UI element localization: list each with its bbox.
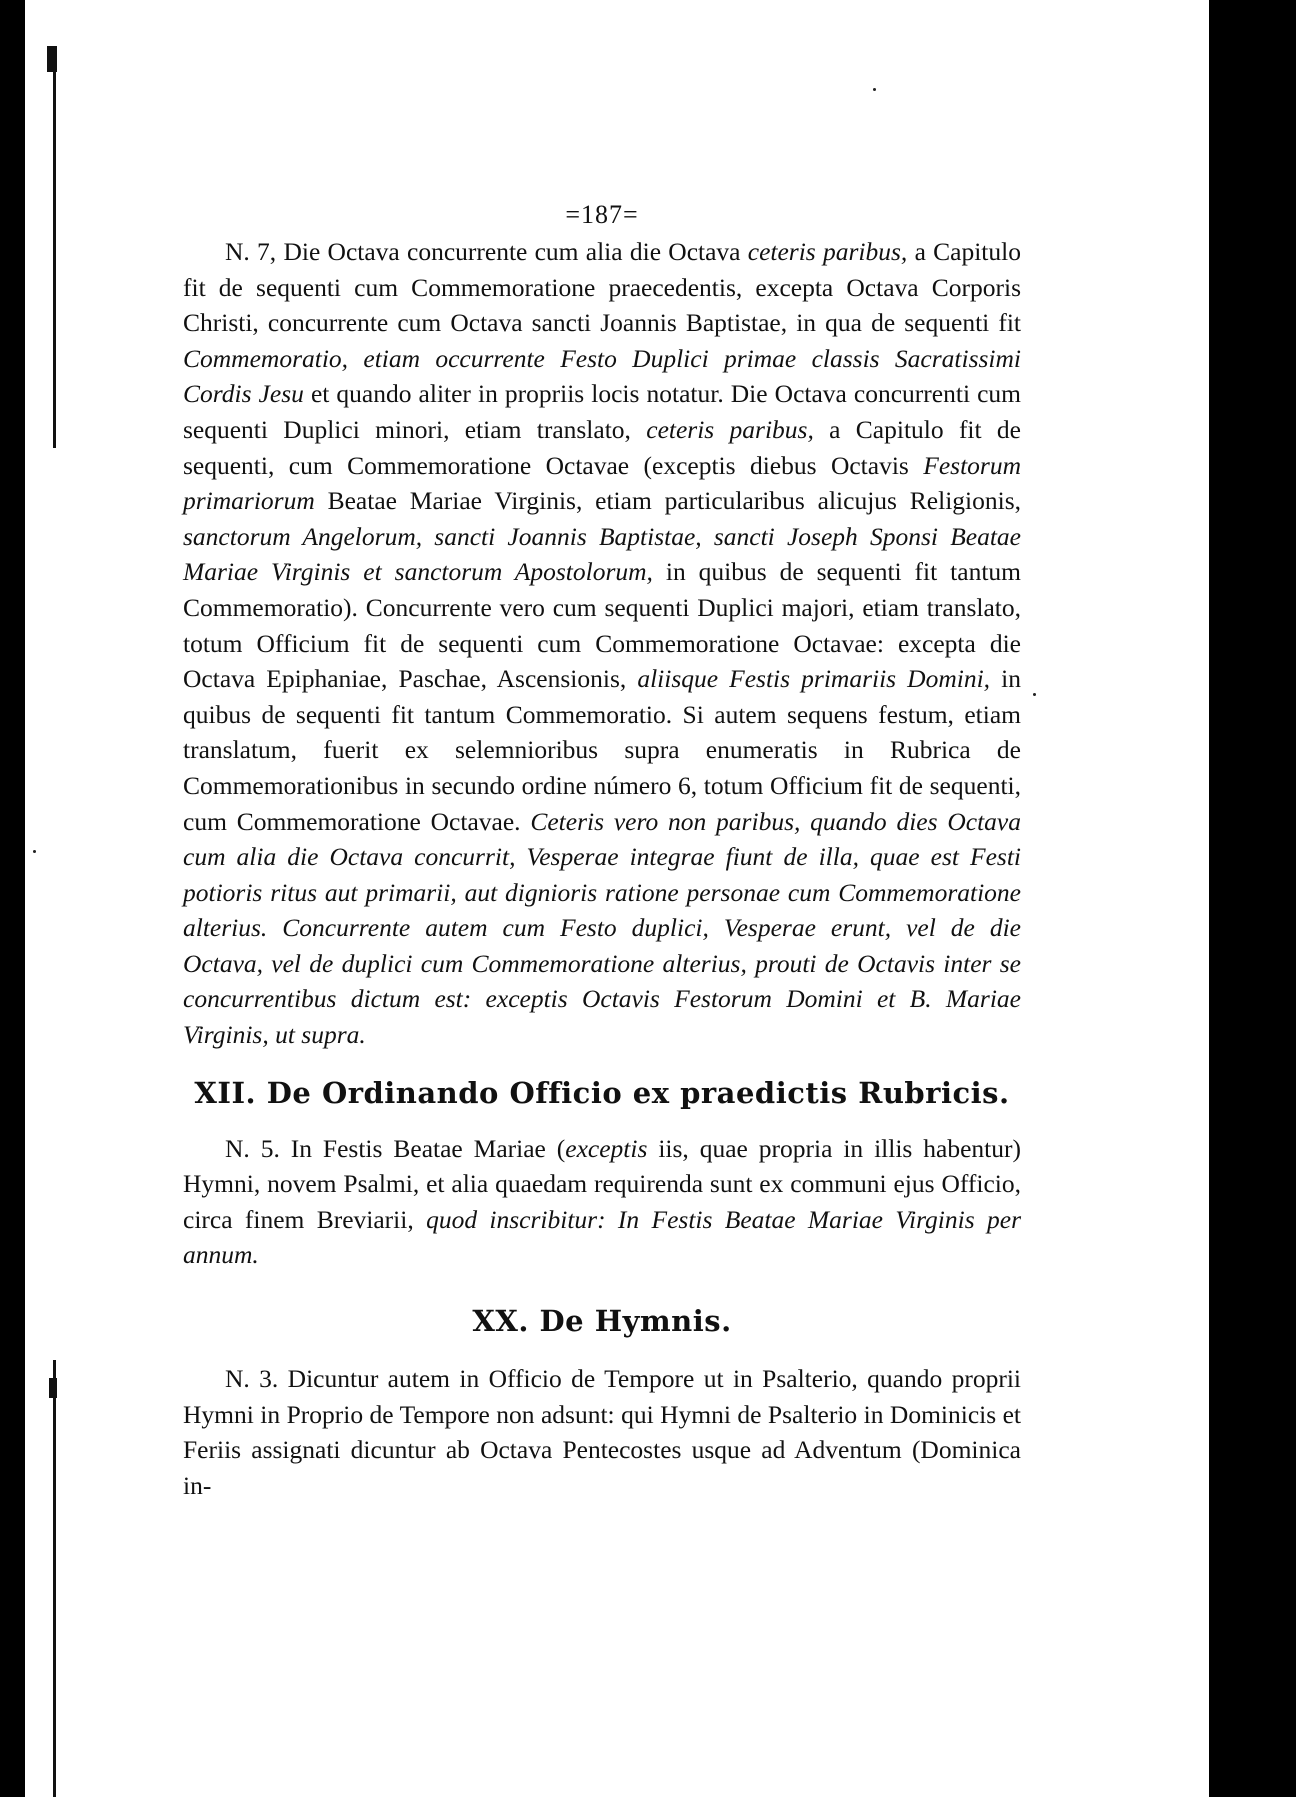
scan-speck	[33, 850, 36, 853]
page-text	[183, 200, 1021, 1503]
italic-run: Ceteris vero non paribus, quando dies Octava cum alia die Octava concurrit, Vesperae integrae fiunt de illa, quae est Festi potioris ritus aut primarii, aut dignioris ratione personae cum Commemoratione alterius. Concurrente autem cum Festo duplici, Vesperae erunt, vel de die Octava, vel de duplici cum Commemoratione alterius, prouti de Octavis inter se concurrentibus dictum est: exceptis Octavis Festorum Domini et B. Mariae Virginis, ut supra.	[183, 806, 1021, 1050]
italic-run: ceteris paribus,	[646, 414, 814, 444]
text-run: a Capitulo fit de sequenti cum Commemoratione praecedentis, excepta Octava Corporis Christi, concurrente cum Octava sancti Joannis Baptistae, in qua de sequenti fit	[183, 237, 1021, 338]
paragraph-n7	[183, 234, 1021, 1053]
text-run: a Capitulo fit de sequenti, cum Commemoratione Octavae (exceptis diebus Octavis	[183, 414, 1021, 480]
text-run: et quando aliter in propriis locis notatur. Die Octava concurrenti cum sequenti Duplici minori, etiam translato,	[183, 379, 1021, 444]
text-run: in quibus de sequenti fit tantum Commemoratio). Concurrente vero cum sequenti Duplici majori, etiam translato, totum Officium fit de sequenti cum Commemoratione Octavae: excepta die Octava Epiphaniae, Paschae, Ascensionis,	[183, 557, 1021, 694]
margin-tick-bottom	[49, 1378, 57, 1398]
scan-speck	[873, 88, 876, 91]
italic-run: aliisque Festis primariis Domini,	[637, 664, 991, 694]
text-run: iis, quae propria in illis habentur) Hymni, novem Psalmi, et alia quaedam requirenda sunt ex communi ejus Officio, circa finem Breviarii,	[183, 1133, 1021, 1234]
margin-rule-top	[53, 48, 56, 448]
margin-rule-bottom	[53, 1360, 56, 1797]
italic-run: sanctorum Angelorum, sancti Joannis Baptistae, sancti Joseph Sponsi Beatae Mariae Virginis et sanctorum Apostolorum,	[183, 521, 1021, 587]
text-run: N. 5. In Festis Beatae Mariae (	[225, 1133, 566, 1163]
text-run: in quibus de sequenti fit tantum Commemoratio. Si autem sequens festum, etiam translatum, fuerit ex selemnioribus supra enumeratis in Rubrica de Commemorationibus in secundo ordine número 6, totum Officium fit de sequenti, cum Commemoratione Octavae.	[183, 664, 1021, 836]
text-run: Beatae Mariae Virginis, etiam particularibus alicujus Religionis,	[314, 486, 1021, 516]
text-run: N. 3. Dicuntur autem in Officio de Tempore ut in Psalterio, quando proprii Hymni in Proprio de Tempore non adsunt: qui Hymni de Psalterio in Dominicis et Feriis assignati dicuntur ab Octava Pentecostes usque ad Adventum (Dominica in-	[183, 1364, 1021, 1500]
scanned-page	[25, 0, 1209, 1797]
italic-run: Festorum primariorum	[183, 450, 1021, 516]
text-run: N. 7, Die Octava concurrente cum alia die Octava	[225, 237, 748, 266]
page-number: =187=	[565, 200, 639, 229]
paragraph-n3	[183, 1361, 1021, 1503]
italic-run: quod inscribitur: In Festis Beatae Mariae Virginis per annum.	[183, 1204, 1021, 1270]
section-heading-xx: XX. De Hymnis.	[472, 1304, 732, 1339]
italic-run: exceptis	[565, 1133, 648, 1163]
section-heading-xii: XII. De Ordinando Officio ex praedictis Rubricis.	[194, 1075, 1010, 1110]
italic-run: Commemoratio, etiam occurrente Festo Duplici primae classis Sacratissimi Cordis Jesu	[183, 343, 1021, 409]
paragraph-n5	[183, 1131, 1021, 1273]
scan-speck	[1033, 693, 1036, 696]
margin-tick-top	[47, 46, 57, 72]
italic-run: ceteris paribus,	[747, 237, 908, 266]
